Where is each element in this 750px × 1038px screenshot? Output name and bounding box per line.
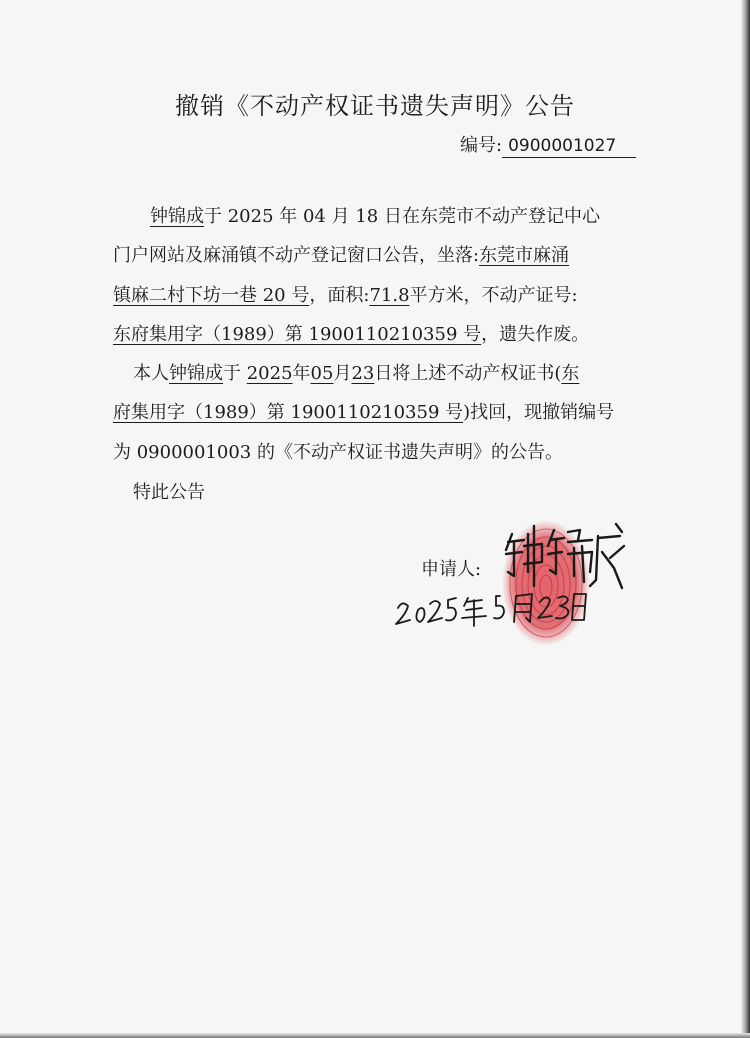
para2-line2: [113, 400, 614, 426]
scan-edge-bottom: [0, 1033, 750, 1038]
para1-line1: [150, 204, 600, 230]
para1-line3: [113, 283, 578, 309]
para2-prefix: 本人: [133, 363, 169, 384]
closing-text: 特此公告: [133, 482, 205, 503]
handwritten-date: [392, 582, 588, 632]
property-area: 71.8: [369, 285, 410, 306]
para1-line2: [113, 243, 569, 269]
para1-line4: [113, 322, 589, 348]
para1-line2-text: 门户网站及麻涌镇不动产登记窗口公告，坐落:: [113, 245, 480, 266]
para2-text-c: 月: [333, 363, 352, 384]
document-number-label: 编号:: [460, 135, 503, 156]
recovery-month: 05: [310, 363, 334, 384]
scan-edge-right: [741, 0, 750, 1038]
para2-line3: [113, 440, 563, 466]
para2-cert-start: 东: [561, 363, 580, 384]
applicant-label: 申请人:: [421, 559, 482, 580]
para2-name: 钟锦成: [169, 363, 223, 384]
area-label: ，面积:: [309, 285, 370, 306]
applicant-name: 钟锦成: [150, 206, 204, 227]
document-number: [460, 131, 636, 158]
page-title: 撤销《不动产权证书遗失声明》公告: [175, 92, 575, 120]
para2-line1: [133, 361, 579, 387]
para1-line3-tail: 平方米，不动产证号:: [409, 285, 578, 306]
property-address: 东莞市麻涌: [479, 245, 570, 266]
property-address-cont: 镇麻二村下坊一巷 20 号: [113, 285, 310, 306]
recovery-year: 2025: [246, 363, 293, 384]
para1-line1-text: 于 2025 年 04 月 18 日在东莞市不动产登记中心: [204, 206, 600, 227]
para2-text-d: 日将上述不动产权证书(: [374, 363, 562, 384]
para2-text-b: 年: [292, 363, 311, 384]
para2-line2-tail: )找回，现撤销编号: [463, 402, 615, 423]
para2-line3-text: 为 0900001003 的《不动产权证书遗失声明》的公告。: [113, 442, 563, 463]
para2-cert: 府集用字（1989）第 1900110210359 号: [113, 402, 464, 423]
recovery-day: 23: [351, 363, 375, 384]
para1-line4-tail: ，遗失作废。: [481, 324, 590, 345]
para2-text-a: 于: [223, 363, 247, 384]
document-number-value: 0900001027: [502, 135, 636, 158]
certificate-number: 东府集用字（1989）第 1900110210359 号: [113, 324, 482, 345]
